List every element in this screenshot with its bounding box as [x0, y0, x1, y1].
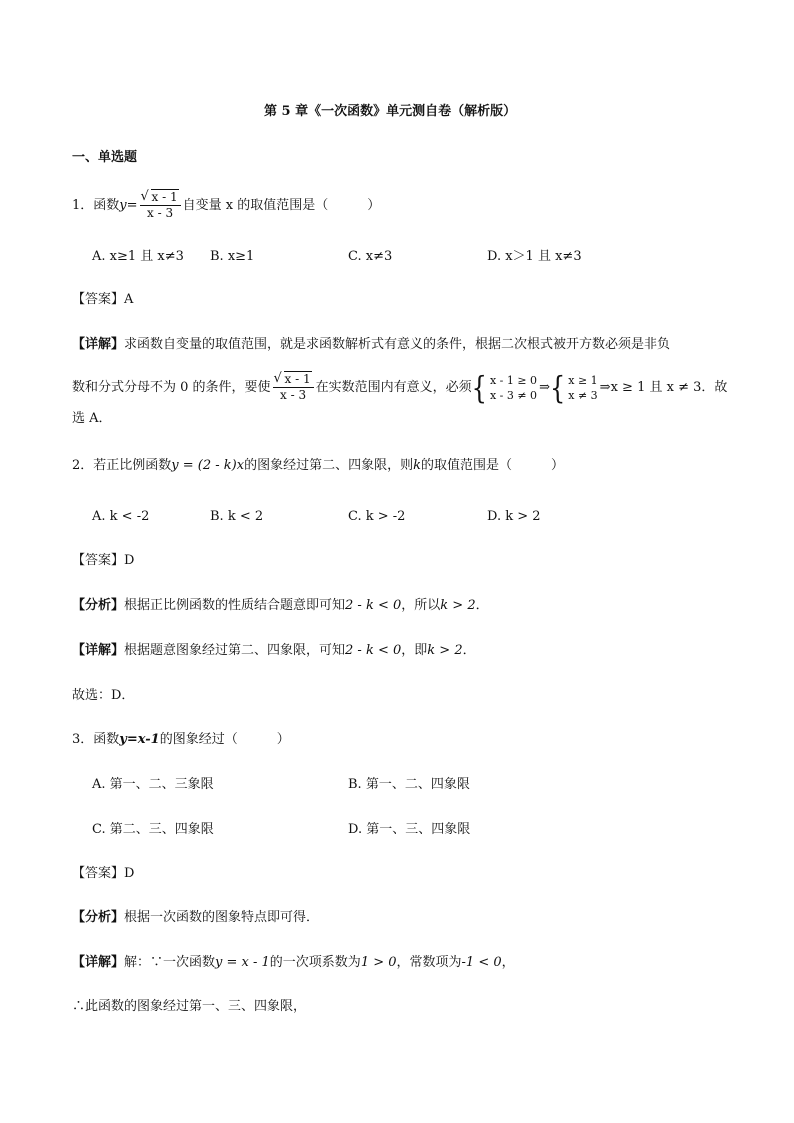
detail — [72, 954, 515, 972]
option-c: C. 第二、三、四象限 — [92, 822, 214, 837]
option-c: C. x≠3 — [348, 249, 393, 264]
analysis-text: 根据正比例函数的性质结合题意即可知 — [124, 598, 346, 613]
inequality: x - 3 ≠ 0 — [489, 388, 538, 402]
analysis — [72, 597, 489, 615]
question-text: 的图象经过（ ） — [159, 732, 290, 747]
formula: 2 - k < 0 — [345, 598, 402, 613]
question-1-stem — [72, 190, 380, 221]
answer: 【答案】A — [72, 292, 134, 307]
question-number: 2． — [72, 458, 94, 473]
detail-text: 根据题意图象经过第二、四象限，可知 — [124, 643, 346, 658]
question-text: 函数 — [93, 732, 120, 747]
detail-text: 在实数范围内有意义，必须 — [315, 380, 472, 395]
detail — [72, 642, 476, 660]
formula: k > 2 — [440, 598, 476, 613]
formula: 1 > 0 — [360, 955, 397, 970]
inequality: x - 1 ≥ 0 — [489, 373, 538, 387]
analysis-label: 【分析】 — [72, 910, 125, 925]
detail-text: 的一次项系数为 — [269, 955, 361, 970]
detail-label: 【详解】 — [72, 337, 125, 352]
detail-line-3: 选 A． — [72, 411, 112, 426]
detail-label: 【详解】 — [72, 955, 125, 970]
left-brace: { — [471, 369, 487, 406]
detail-text: ． — [462, 643, 476, 658]
denominator: x - 3 — [280, 388, 307, 402]
radicand: x - 1 — [284, 372, 311, 386]
implies: ⇒ — [539, 380, 550, 395]
analysis-text: ． — [475, 598, 489, 613]
denominator: x - 3 — [147, 206, 174, 220]
analysis-label: 【分析】 — [72, 598, 125, 613]
variable-k: k — [413, 458, 421, 473]
formula: y=x-1 — [119, 732, 160, 747]
detail-line-2 — [72, 369, 728, 406]
question-text: 若正比例函数 — [93, 458, 172, 473]
formula: 2 - k < 0 — [345, 643, 402, 658]
option-b: B. k < 2 — [210, 509, 264, 524]
fraction — [140, 190, 181, 221]
detail-text: ， — [501, 955, 515, 970]
radicand: x - 1 — [151, 190, 178, 204]
question-text: 函数 — [93, 198, 120, 213]
detail-text: x ≥ 1 且 x ≠ 3．故 — [610, 380, 728, 395]
question-number: 1． — [72, 198, 94, 213]
formula-y: y= — [119, 198, 138, 213]
analysis-text: 根据一次函数的图象特点即可得． — [124, 910, 320, 925]
formula: k > 2 — [427, 643, 463, 658]
analysis — [72, 909, 319, 927]
sqrt — [142, 190, 179, 204]
option-d: D. k > 2 — [487, 509, 541, 524]
detail-line-1 — [72, 336, 670, 354]
question-3-stem — [72, 731, 290, 749]
choose: 故选：D． — [72, 688, 135, 703]
detail-text: 数和分式分母不为 0 的条件，要使 — [72, 380, 271, 395]
question-text: 的图象经过第二、四象限，则 — [244, 458, 414, 473]
detail-text: 求函数自变量的取值范围，就是求函数解析式有意义的条件，根据二次根式被开方数必须是非负 — [124, 337, 671, 352]
inequality-system — [568, 373, 597, 403]
option-d: D. x＞1 且 x≠3 — [487, 249, 582, 264]
implies: ⇒ — [599, 380, 611, 395]
question-text: 的取值范围是（ ） — [421, 458, 565, 473]
question-2-stem — [72, 457, 564, 475]
question-number: 3． — [72, 732, 94, 747]
detail-label: 【详解】 — [72, 643, 125, 658]
detail-text: ，常数项为 — [396, 955, 462, 970]
left-brace: { — [549, 369, 566, 406]
answer: 【答案】D — [72, 866, 135, 881]
inequality: x ≠ 3 — [568, 388, 598, 402]
formula: y = x - 1 — [215, 955, 270, 970]
page-title: 第 5 章《一次函数》单元测自卷（解析版） — [264, 104, 517, 119]
option-a: A. k < -2 — [92, 509, 150, 524]
fraction — [273, 372, 314, 403]
conclusion: ∴此函数的图象经过第一、三、四象限， — [72, 999, 307, 1014]
option-c: C. k > -2 — [348, 509, 406, 524]
option-a: A. 第一、二、三象限 — [92, 777, 214, 792]
formula: -1 < 0 — [461, 955, 502, 970]
option-d: D. 第一、三、四象限 — [348, 822, 471, 837]
inequality-system — [490, 373, 537, 403]
option-b: B. x≥1 — [210, 249, 255, 264]
detail-text: ，即 — [401, 643, 428, 658]
section-heading: 一、单选题 — [72, 150, 138, 165]
inequality: x ≥ 1 — [568, 373, 598, 387]
option-a: A. x≥1 且 x≠3 — [92, 249, 184, 264]
detail-text: 解：∵一次函数 — [124, 955, 216, 970]
question-text: 自变量 x 的取值范围是（ ） — [182, 198, 381, 213]
option-b: B. 第一、二、四象限 — [348, 777, 470, 792]
analysis-text: ，所以 — [401, 598, 441, 613]
formula: y = (2 - k)x — [171, 458, 245, 473]
sqrt — [275, 372, 312, 386]
answer: 【答案】D — [72, 553, 135, 568]
